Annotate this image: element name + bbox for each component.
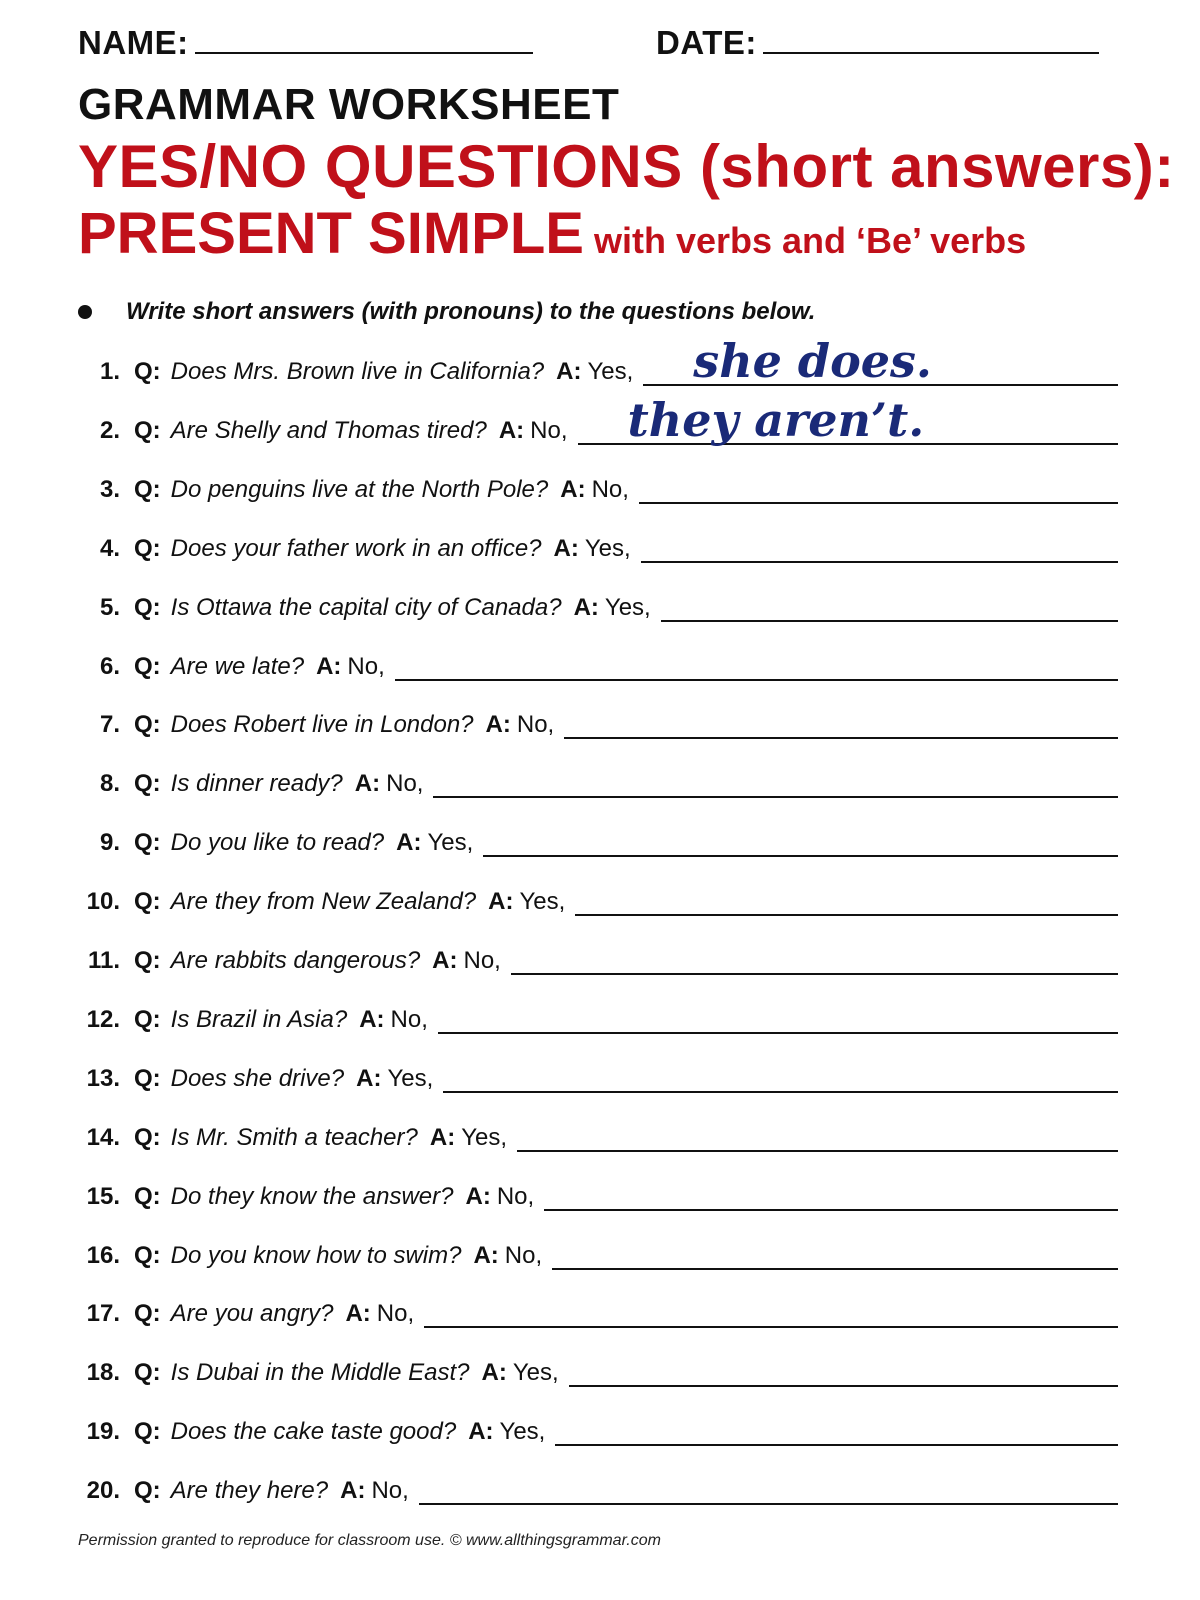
question-label: Q: bbox=[134, 652, 161, 680]
question-text: Do penguins live at the North Pole? bbox=[170, 475, 549, 503]
answer-blank-line[interactable] bbox=[483, 831, 1118, 857]
question-text: Are we late? bbox=[170, 652, 305, 680]
answer-label: A: bbox=[473, 1241, 499, 1269]
question-number: 3. bbox=[99, 475, 120, 503]
name-field bbox=[78, 22, 533, 62]
question-row bbox=[78, 1469, 1118, 1505]
answer-blank-line[interactable] bbox=[639, 478, 1118, 504]
question-text: Are they here? bbox=[170, 1477, 329, 1505]
question-text: Are rabbits dangerous? bbox=[170, 947, 421, 974]
question-label: Q: bbox=[134, 770, 161, 798]
date-label: DATE: bbox=[656, 24, 757, 61]
question-label: Q: bbox=[134, 358, 161, 385]
question-row bbox=[78, 392, 1118, 447]
question-text: Do they know the answer? bbox=[170, 1182, 454, 1210]
question-label: Q: bbox=[134, 1418, 161, 1446]
answer-label: A: bbox=[488, 888, 514, 916]
answer-blank-line[interactable] bbox=[555, 1420, 1118, 1446]
question-number: 10. bbox=[86, 888, 120, 916]
question-row bbox=[78, 1234, 1118, 1270]
topic-subtitle bbox=[78, 200, 1026, 267]
answer-label: A: bbox=[553, 534, 579, 562]
question-label: Q: bbox=[134, 711, 161, 739]
answer-label: A: bbox=[354, 770, 381, 798]
question-label: Q: bbox=[134, 1064, 161, 1092]
answer-label: A: bbox=[556, 358, 582, 385]
question-number: 9. bbox=[99, 829, 120, 857]
answer-label: A: bbox=[316, 652, 342, 680]
question-number: 19. bbox=[86, 1418, 120, 1446]
answer-prefix: No, bbox=[347, 652, 385, 680]
question-number: 14. bbox=[86, 1123, 120, 1151]
question-row bbox=[78, 586, 1118, 622]
answer-prefix: No, bbox=[496, 1182, 535, 1210]
answer-prefix: Yes, bbox=[584, 534, 631, 562]
question-text: Is Dubai in the Middle East? bbox=[170, 1359, 470, 1387]
instruction bbox=[78, 298, 815, 326]
answer-blank-line[interactable] bbox=[575, 890, 1118, 916]
answer-blank-line[interactable] bbox=[552, 1244, 1118, 1270]
handwritten-answer: she does. bbox=[693, 334, 932, 388]
answer-prefix: Yes, bbox=[387, 1064, 434, 1092]
topic-note: with verbs and ‘Be’ verbs bbox=[593, 220, 1027, 261]
answer-label: A: bbox=[429, 1123, 456, 1151]
name-label: NAME: bbox=[78, 24, 189, 61]
question-number: 12. bbox=[86, 1005, 120, 1033]
answer-blank-line[interactable] bbox=[438, 1008, 1118, 1034]
answer-prefix: Yes, bbox=[587, 358, 634, 385]
question-row bbox=[78, 645, 1118, 681]
answer-label: A: bbox=[485, 711, 511, 739]
answer-blank-line[interactable] bbox=[395, 655, 1118, 681]
answer-blank-line[interactable] bbox=[424, 1302, 1118, 1328]
question-row bbox=[78, 468, 1118, 504]
question-number: 18. bbox=[86, 1359, 120, 1387]
question-number: 6. bbox=[99, 652, 120, 680]
question-text: Is dinner ready? bbox=[170, 770, 343, 798]
question-text: Does the cake taste good? bbox=[170, 1418, 457, 1446]
answer-blank-line[interactable] bbox=[643, 334, 1118, 388]
question-label: Q: bbox=[134, 534, 161, 562]
question-label: Q: bbox=[134, 888, 161, 916]
answer-prefix: No, bbox=[376, 1300, 415, 1328]
topic-title: YES/NO QUESTIONS (short answers): bbox=[78, 133, 1175, 200]
question-text: Are Shelly and Thomas tired? bbox=[170, 416, 487, 444]
question-text: Is Brazil in Asia? bbox=[170, 1005, 348, 1033]
answer-label: A: bbox=[465, 1182, 491, 1210]
answer-blank-line[interactable] bbox=[419, 1479, 1118, 1505]
question-row bbox=[78, 1351, 1118, 1387]
question-number: 2. bbox=[99, 416, 120, 444]
question-text: Does she drive? bbox=[170, 1064, 345, 1092]
answer-prefix: Yes, bbox=[512, 1359, 559, 1387]
question-label: Q: bbox=[134, 1182, 161, 1210]
answer-label: A: bbox=[468, 1418, 494, 1446]
answer-blank-line[interactable] bbox=[578, 392, 1118, 447]
answer-blank-line[interactable] bbox=[661, 596, 1118, 622]
answer-blank-line[interactable] bbox=[511, 949, 1118, 975]
answer-prefix: No, bbox=[504, 1241, 543, 1269]
question-label: Q: bbox=[134, 475, 161, 503]
answer-prefix: No, bbox=[371, 1477, 409, 1505]
question-row bbox=[78, 1057, 1118, 1093]
question-row bbox=[78, 880, 1118, 916]
topic-tense: PRESENT SIMPLE bbox=[78, 201, 584, 266]
answer-blank-line[interactable] bbox=[641, 537, 1118, 563]
instruction-text: Write short answers (with pronouns) to the questions below. bbox=[126, 298, 816, 325]
answer-blank-line[interactable] bbox=[569, 1361, 1118, 1387]
question-text: Does Mrs. Brown live in California? bbox=[170, 358, 545, 385]
handwritten-answer: they aren’t. bbox=[627, 392, 925, 447]
question-row bbox=[78, 998, 1118, 1034]
question-label: Q: bbox=[134, 1477, 161, 1505]
answer-label: A: bbox=[560, 475, 586, 503]
answer-prefix: Yes, bbox=[461, 1123, 508, 1151]
question-number: 1. bbox=[99, 358, 120, 385]
question-row bbox=[78, 1410, 1118, 1446]
question-text: Is Ottawa the capital city of Canada? bbox=[170, 593, 562, 621]
question-number: 13. bbox=[86, 1064, 120, 1092]
answer-prefix: No, bbox=[390, 1005, 428, 1033]
answer-prefix: Yes, bbox=[519, 888, 566, 916]
question-row bbox=[78, 1292, 1118, 1328]
bullet-icon bbox=[78, 305, 92, 319]
answer-prefix: No, bbox=[530, 416, 568, 444]
question-text: Do you know how to swim? bbox=[170, 1241, 462, 1269]
answer-blank-line[interactable] bbox=[564, 713, 1118, 739]
question-number: 5. bbox=[99, 593, 120, 621]
question-text: Are you angry? bbox=[170, 1300, 334, 1328]
answer-prefix: Yes, bbox=[604, 593, 651, 621]
question-row bbox=[78, 1116, 1118, 1152]
question-number: 20. bbox=[86, 1477, 120, 1505]
question-label: Q: bbox=[134, 947, 161, 974]
question-number: 17. bbox=[86, 1300, 120, 1328]
question-number: 8. bbox=[99, 770, 120, 798]
question-number: 7. bbox=[99, 711, 120, 739]
answer-prefix: No, bbox=[463, 947, 501, 974]
footer-credit: Permission granted to reproduce for classroom use. © www.allthingsgrammar.com bbox=[78, 1532, 661, 1549]
answer-prefix: No, bbox=[386, 770, 424, 798]
question-label: Q: bbox=[134, 1123, 161, 1151]
question-text: Are they from New Zealand? bbox=[170, 888, 477, 916]
answer-blank-line[interactable] bbox=[443, 1067, 1118, 1093]
question-row bbox=[78, 334, 1118, 388]
answer-label: A: bbox=[359, 1005, 385, 1033]
answer-label: A: bbox=[573, 593, 599, 621]
question-row bbox=[78, 939, 1118, 975]
answer-label: A: bbox=[396, 829, 422, 857]
question-row bbox=[78, 821, 1118, 857]
answer-label: A: bbox=[432, 947, 458, 974]
answer-blank-line[interactable] bbox=[517, 1126, 1118, 1152]
answer-label: A: bbox=[345, 1300, 371, 1328]
question-label: Q: bbox=[134, 416, 161, 444]
question-label: Q: bbox=[134, 1300, 161, 1328]
answer-prefix: Yes, bbox=[427, 829, 474, 857]
date-blank-line[interactable] bbox=[763, 22, 1099, 54]
question-text: Does your father work in an office? bbox=[170, 534, 542, 562]
question-label: Q: bbox=[134, 1241, 161, 1269]
question-number: 4. bbox=[99, 534, 120, 562]
answer-label: A: bbox=[356, 1064, 382, 1092]
answer-label: A: bbox=[340, 1477, 366, 1505]
question-number: 11. bbox=[87, 947, 120, 974]
question-label: Q: bbox=[134, 1005, 161, 1033]
question-label: Q: bbox=[134, 1359, 161, 1387]
answer-blank-line[interactable] bbox=[433, 772, 1118, 798]
answer-prefix: No, bbox=[591, 475, 629, 503]
question-label: Q: bbox=[134, 593, 161, 621]
question-label: Q: bbox=[134, 829, 161, 857]
question-row bbox=[78, 527, 1118, 563]
question-text: Do you like to read? bbox=[170, 829, 385, 857]
question-number: 16. bbox=[86, 1241, 120, 1269]
worksheet-title: GRAMMAR WORKSHEET bbox=[78, 80, 620, 129]
answer-blank-line[interactable] bbox=[544, 1185, 1118, 1211]
name-blank-line[interactable] bbox=[195, 22, 533, 54]
answer-prefix: Yes, bbox=[499, 1418, 546, 1446]
question-row bbox=[78, 703, 1118, 739]
question-row bbox=[78, 762, 1118, 798]
question-text: Is Mr. Smith a teacher? bbox=[170, 1123, 418, 1151]
question-row bbox=[78, 1175, 1118, 1211]
header-row bbox=[78, 22, 1118, 66]
question-number: 15. bbox=[86, 1182, 120, 1210]
question-text: Does Robert live in London? bbox=[170, 711, 474, 739]
answer-label: A: bbox=[498, 416, 525, 444]
answer-label: A: bbox=[481, 1359, 507, 1387]
answer-prefix: No, bbox=[516, 711, 555, 739]
date-field bbox=[656, 22, 1099, 62]
